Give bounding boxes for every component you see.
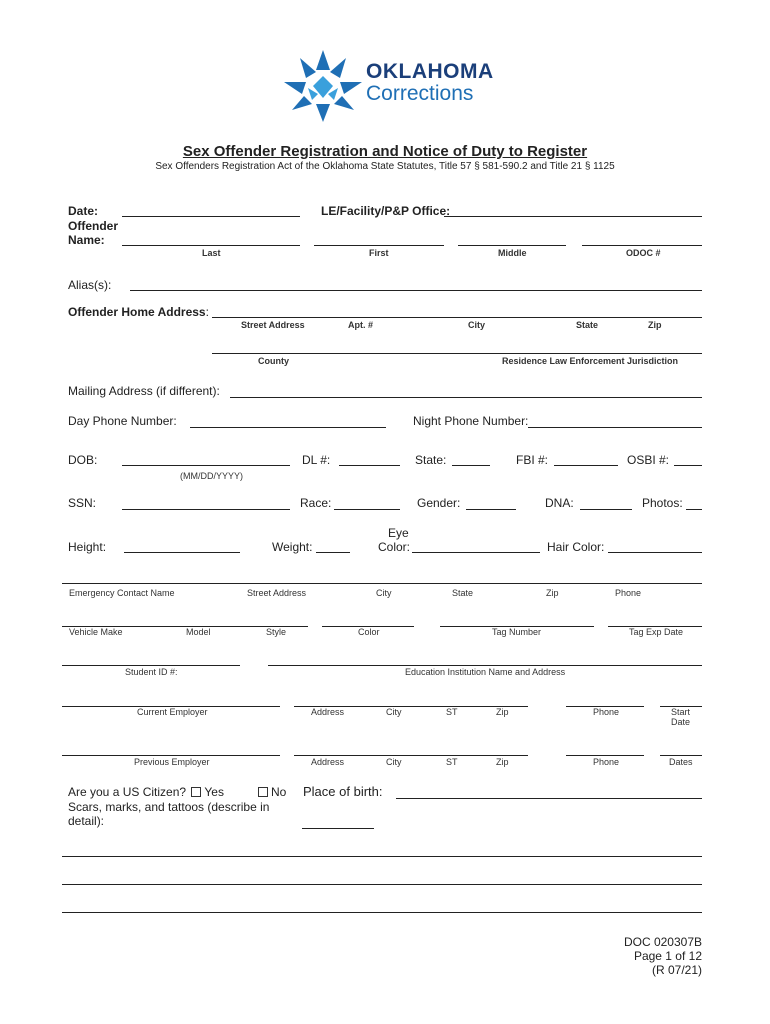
- city-label: City: [468, 320, 486, 330]
- dl-field[interactable]: [339, 465, 400, 466]
- gender-field[interactable]: [466, 509, 516, 510]
- student-id-label: Student ID #:: [125, 667, 178, 677]
- current-phone-label: Phone: [593, 707, 620, 717]
- scars-field-line-4[interactable]: [62, 912, 702, 913]
- emergency-zip-label: Zip: [546, 588, 559, 598]
- height-label: Height:: [68, 540, 107, 554]
- dl-label: DL #:: [302, 453, 331, 467]
- osbi-field[interactable]: [674, 465, 702, 466]
- middle-label: Middle: [498, 248, 527, 258]
- current-start-label: Start: [671, 707, 691, 717]
- previous-employer-field[interactable]: [62, 755, 280, 756]
- race-field[interactable]: [334, 509, 400, 510]
- vehicle-tag-number-label: Tag Number: [492, 627, 542, 637]
- ssn-field[interactable]: [122, 509, 290, 510]
- le-office-label: LE/Facility/P&P Office:: [321, 204, 451, 218]
- race-label: Race:: [300, 496, 332, 510]
- name-label: Name:: [68, 233, 105, 247]
- first-name-field[interactable]: [314, 245, 444, 246]
- eye-color-field[interactable]: [412, 552, 540, 553]
- page-number: Page 1 of 12: [633, 949, 702, 963]
- place-of-birth-label: Place of birth:: [303, 784, 383, 799]
- vehicle-color-label: Color: [358, 627, 380, 637]
- current-employer-label: Current Employer: [137, 707, 208, 717]
- state-label: State: [576, 320, 599, 330]
- photos-label: Photos:: [642, 496, 683, 510]
- emergency-state-label: State: [452, 588, 474, 598]
- state-field-label: State:: [415, 453, 447, 467]
- previous-st-label: ST: [446, 757, 458, 767]
- eye-label: Eye: [388, 526, 409, 540]
- scars-label-line-2: detail):: [68, 814, 105, 828]
- first-label: First: [369, 248, 389, 258]
- hair-color-label: Hair Color:: [547, 540, 605, 554]
- odoc-label: ODOC #: [626, 248, 661, 258]
- dna-field[interactable]: [580, 509, 632, 510]
- night-phone-field[interactable]: [528, 427, 702, 428]
- student-id-field[interactable]: [62, 665, 240, 666]
- citizen-yes-label: Yes: [204, 785, 224, 799]
- citizen-yes-checkbox[interactable]: [191, 787, 201, 797]
- previous-employer-phone-field[interactable]: [566, 755, 644, 756]
- fbi-label: FBI #:: [516, 453, 549, 467]
- vehicle-tag-exp-label: Tag Exp Date: [629, 627, 684, 637]
- current-zip-label: Zip: [496, 707, 509, 717]
- alias-field[interactable]: [130, 290, 702, 291]
- education-institution-field[interactable]: [268, 665, 702, 666]
- dob-format-label: (MM/DD/YYYY): [180, 471, 243, 481]
- previous-address-label: Address: [311, 757, 345, 767]
- osbi-label: OSBI #:: [627, 453, 670, 467]
- weight-field[interactable]: [316, 552, 350, 553]
- odoc-field[interactable]: [582, 245, 702, 246]
- apt-label: Apt. #: [348, 320, 374, 330]
- alias-label: Alias(s):: [68, 278, 112, 292]
- emergency-phone-label: Phone: [615, 588, 642, 598]
- eye-color-label: Color:: [378, 540, 411, 554]
- revision: (R 07/21): [651, 963, 702, 977]
- previous-employer-address-field[interactable]: [294, 755, 528, 756]
- dob-label: DOB:: [68, 453, 98, 467]
- education-institution-label: Education Institution Name and Address: [405, 667, 566, 677]
- emergency-street-label: Street Address: [247, 588, 307, 598]
- scars-field-line-2[interactable]: [62, 856, 702, 857]
- zip-label: Zip: [648, 320, 662, 330]
- star-emblem-icon: [278, 48, 368, 126]
- county-jurisdiction-field[interactable]: [212, 353, 702, 354]
- vehicle-make-label: Vehicle Make: [69, 627, 123, 637]
- gender-label: Gender:: [417, 496, 461, 510]
- day-phone-label: Day Phone Number:: [68, 414, 177, 428]
- last-label: Last: [202, 248, 221, 258]
- scars-field-line-3[interactable]: [62, 884, 702, 885]
- citizen-no-checkbox[interactable]: [258, 787, 268, 797]
- hair-color-field[interactable]: [608, 552, 702, 553]
- scars-field-line-1[interactable]: [302, 828, 374, 829]
- citizen-question: Are you a US Citizen?: [68, 785, 187, 799]
- weight-label: Weight:: [272, 540, 313, 554]
- logo-line-2: Corrections: [366, 82, 474, 105]
- previous-phone-label: Phone: [593, 757, 620, 767]
- page-subtitle: Sex Offenders Registration Act of the Oklahoma State Statutes, Title 57 § 581-590.2 and Title 21 § 1125: [155, 161, 615, 172]
- scars-label-line-1: Scars, marks, and tattoos (describe in: [68, 800, 270, 814]
- emergency-contact-name-label: Emergency Contact Name: [69, 588, 175, 598]
- home-address-field[interactable]: [212, 317, 702, 318]
- previous-city-label: City: [386, 757, 402, 767]
- current-st-label: ST: [446, 707, 458, 717]
- middle-name-field[interactable]: [458, 245, 566, 246]
- night-phone-label: Night Phone Number:: [413, 414, 529, 428]
- county-label: County: [258, 356, 289, 366]
- place-of-birth-field[interactable]: [396, 798, 702, 799]
- dna-label: DNA:: [545, 496, 574, 510]
- street-address-label: Street Address: [241, 320, 305, 330]
- current-address-label: Address: [311, 707, 345, 717]
- last-name-field[interactable]: [122, 245, 300, 246]
- emergency-contact-field[interactable]: [62, 583, 702, 584]
- current-start-date-label: Date: [671, 717, 691, 727]
- dob-field[interactable]: [122, 465, 290, 466]
- logo-line-1: OKLAHOMA: [366, 60, 494, 83]
- emergency-city-label: City: [376, 588, 392, 598]
- home-address-label: Offender Home Address: [68, 305, 206, 319]
- citizen-no-label: No: [271, 785, 287, 799]
- day-phone-field[interactable]: [190, 427, 386, 428]
- le-office-field[interactable]: [444, 216, 702, 217]
- previous-employer-dates-field[interactable]: [660, 755, 702, 756]
- state-field[interactable]: [452, 465, 490, 466]
- height-field[interactable]: [124, 552, 240, 553]
- current-city-label: City: [386, 707, 402, 717]
- previous-employer-label: Previous Employer: [134, 757, 210, 767]
- doc-number: DOC 020307B: [623, 935, 702, 949]
- mailing-address-label: Mailing Address (if different):: [68, 384, 220, 398]
- fbi-field[interactable]: [554, 465, 618, 466]
- vehicle-model-label: Model: [186, 627, 211, 637]
- jurisdiction-label: Residence Law Enforcement Jurisdiction: [502, 356, 679, 366]
- previous-zip-label: Zip: [496, 757, 509, 767]
- offender-label: Offender: [68, 219, 119, 233]
- ssn-label: SSN:: [68, 496, 97, 510]
- date-field[interactable]: [122, 216, 300, 217]
- photos-field[interactable]: [686, 509, 702, 510]
- home-address-colon: :: [205, 305, 209, 319]
- mailing-address-field[interactable]: [230, 397, 702, 398]
- date-label: Date:: [68, 204, 99, 218]
- vehicle-style-label: Style: [266, 627, 287, 637]
- previous-dates-label: Dates: [669, 757, 693, 767]
- page-title: Sex Offender Registration and Notice of Duty to Register: [182, 143, 588, 160]
